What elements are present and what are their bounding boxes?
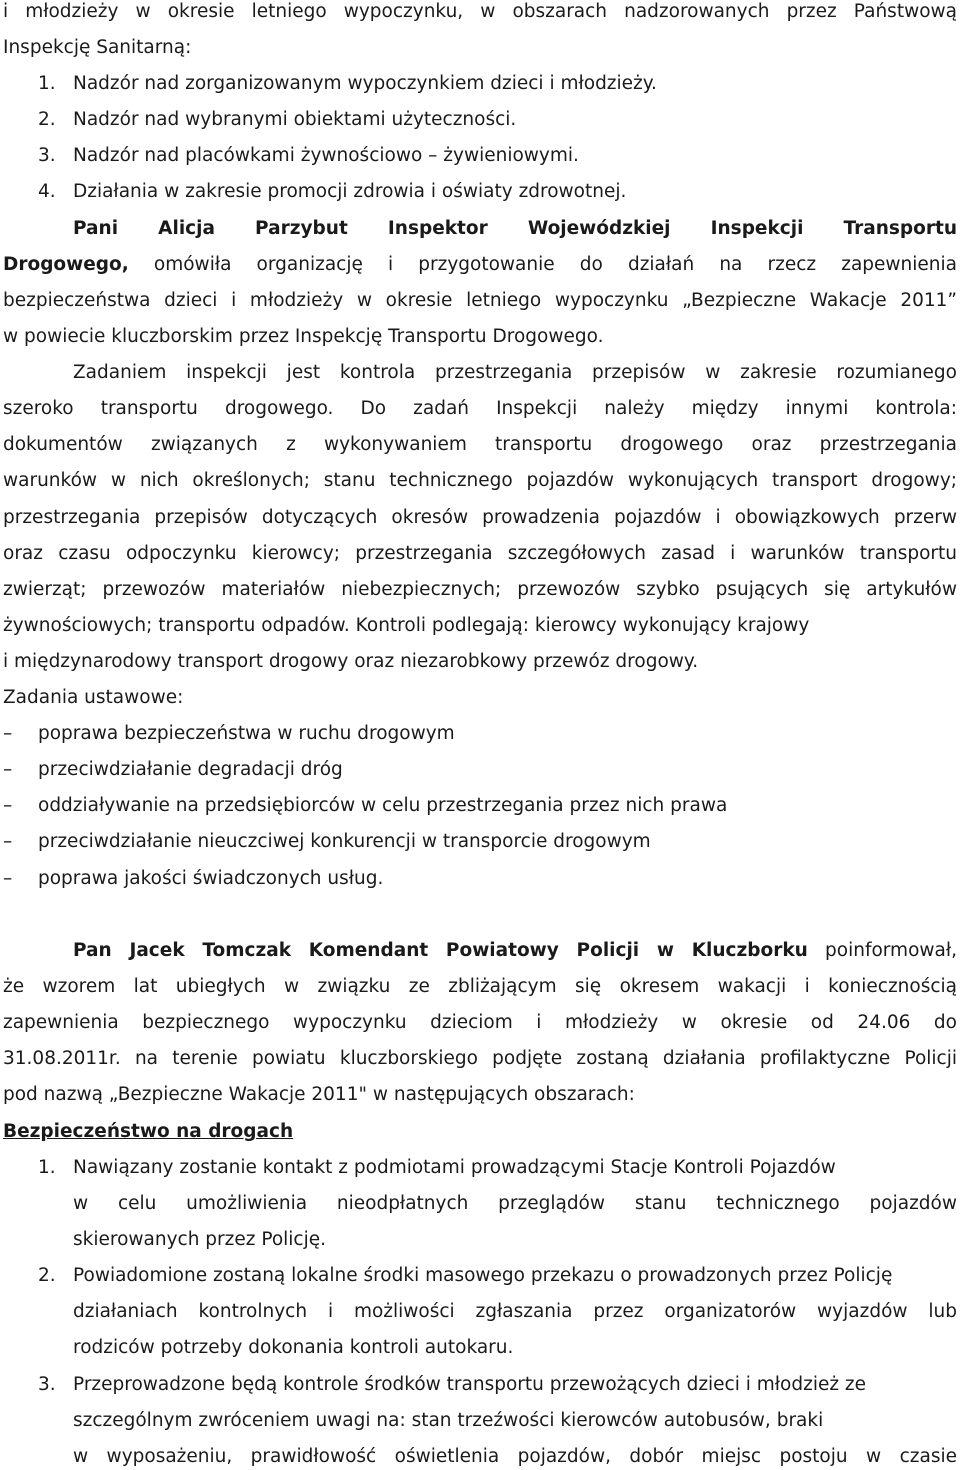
intro-line: Inspekcję Sanitarną: bbox=[3, 37, 192, 58]
dash-bullet: – bbox=[3, 759, 13, 780]
list-item-text: w celu umożliwienia nieodpłatnych przeglądów stanu technicznego pojazdów bbox=[73, 1193, 957, 1214]
paragraph-line: dokumentów związanych z wykonywaniem transportu drogowego oraz przestrzegania bbox=[3, 434, 957, 455]
paragraph-line: warunków w nich określonych; stanu technicznego pojazdów wykonujących transport drogowy; bbox=[3, 470, 957, 491]
list-number: 2. bbox=[38, 109, 56, 130]
section-heading-text: Bezpieczeństwo na drogach bbox=[3, 1121, 294, 1142]
section-heading bbox=[3, 1120, 957, 1144]
list-item-text: skierowanych przez Policję. bbox=[73, 1229, 327, 1250]
paragraph-line: zapewnienia bezpiecznego wypoczynku dzieciom i młodzieży w okresie od 24.06 do bbox=[3, 1012, 957, 1033]
paragraph-line: szeroko transportu drogowego. Do zadań Inspekcji należy między innymi kontrola: bbox=[3, 398, 957, 419]
paragraph-line: że wzorem lat ubiegłych w związku ze zbliżającym się okresem wakacji i koniecznością bbox=[3, 976, 957, 997]
intro-line: i młodzieży w okresie letniego wypoczynku, w obszarach nadzorowanych przez Państwową bbox=[3, 1, 957, 22]
list-item-text: w wyposażeniu, prawidłowość oświetlenia pojazdów, dobór miejsc postoju w czasie bbox=[73, 1446, 957, 1467]
paragraph-line: przestrzegania przepisów dotyczących okresów prowadzenia pojazdów i obowiązkowych przerw bbox=[3, 507, 957, 528]
list-number: 2. bbox=[38, 1265, 56, 1286]
list-item-text: Działania w zakresie promocji zdrowia i oświaty zdrowotnej. bbox=[73, 181, 627, 202]
list-number: 4. bbox=[38, 181, 56, 202]
list-item-text: Nadzór nad wybranymi obiektami użyteczności. bbox=[73, 109, 517, 130]
dash-bullet: – bbox=[3, 723, 13, 744]
transport-speaker bbox=[73, 217, 957, 241]
paragraph-line: oraz czasu odpoczynku kierowcy; przestrzegania szczegółowych zasad i warunków transportu bbox=[3, 543, 957, 564]
task-text: przeciwdziałanie nieuczciwej konkurencji w transporcie drogowym bbox=[38, 831, 651, 852]
list-item-text: Nadzór nad zorganizowanym wypoczynkiem dzieci i młodzieży. bbox=[73, 73, 657, 94]
list-number: 3. bbox=[38, 1374, 56, 1395]
paragraph-line: 31.08.2011r. na terenie powiatu kluczborskiego podjęte zostaną działania profilaktyczne Policji bbox=[3, 1048, 957, 1069]
list-number: 1. bbox=[38, 1157, 56, 1178]
task-text: oddziaływanie na przedsiębiorców w celu przestrzegania przez nich prawa bbox=[38, 795, 728, 816]
paragraph-line: zwierząt; przewozów materiałów niebezpiecznych; przewozów szybko psujących się artykułów bbox=[3, 579, 957, 600]
paragraph-line: w powiecie kluczborskim przez Inspekcję Transportu Drogowego. bbox=[3, 326, 604, 347]
speaker-name: Pani Alicja Parzybut Inspektor Wojewódzkiej Inspekcji Transportu bbox=[73, 218, 957, 239]
list-item-text: Powiadomione zostaną lokalne środki masowego przekazu o prowadzonych przez Policję bbox=[73, 1265, 893, 1286]
list-item-text: działaniach kontrolnych i możliwości zgłaszania przez organizatorów wyjazdów lub bbox=[73, 1301, 957, 1322]
paragraph-line: i międzynarodowy transport drogowy oraz niezarobkowy przewóz drogowy. bbox=[3, 651, 699, 672]
paragraph-text: omówiła organizację i przygotowanie do działań na rzecz zapewnienia bbox=[128, 254, 957, 275]
tasks-heading: Zadania ustawowe: bbox=[3, 687, 184, 708]
dash-bullet: – bbox=[3, 831, 13, 852]
task-text: poprawa bezpieczeństwa w ruchu drogowym bbox=[38, 723, 455, 744]
paragraph-line: bezpieczeństwa dzieci i młodzieży w okresie letniego wypoczynku „Bezpieczne Wakacje 2011” bbox=[3, 290, 957, 311]
list-item-text: szczególnym zwróceniem uwagi na: stan trzeźwości kierowców autobusów, braki bbox=[73, 1410, 824, 1431]
paragraph-line bbox=[3, 253, 957, 277]
task-text: przeciwdziałanie degradacji dróg bbox=[38, 759, 343, 780]
list-number: 3. bbox=[38, 145, 56, 166]
list-item-text: Nadzór nad placówkami żywnościowo – żywieniowymi. bbox=[73, 145, 579, 166]
dash-bullet: – bbox=[3, 795, 13, 816]
dash-bullet: – bbox=[3, 868, 13, 889]
paragraph-line: żywnościowych; transportu odpadów. Kontroli podlegają: kierowcy wykonujący krajowy bbox=[3, 615, 810, 636]
paragraph-line: pod nazwą „Bezpieczne Wakacje 2011" w następujących obszarach: bbox=[3, 1084, 635, 1105]
speaker-name: Pan Jacek Tomczak Komendant Powiatowy Policji w Kluczborku bbox=[73, 940, 808, 961]
speaker-name: Drogowego, bbox=[3, 254, 129, 275]
list-item-text: rodziców potrzeby dokonania kontroli autokaru. bbox=[73, 1337, 514, 1358]
list-item-text: Nawiązany zostanie kontakt z podmiotami prowadzącymi Stacje Kontroli Pojazdów bbox=[73, 1157, 836, 1178]
list-item-text: Przeprowadzone będą kontrole środków transportu przewożących dzieci i młodzież ze bbox=[73, 1374, 867, 1395]
paragraph-line: Zadaniem inspekcji jest kontrola przestrzegania przepisów w zakresie rozumianego bbox=[73, 362, 957, 383]
task-text: poprawa jakości świadczonych usług. bbox=[38, 868, 384, 889]
paragraph-line bbox=[73, 939, 957, 963]
list-number: 1. bbox=[38, 73, 56, 94]
paragraph-text: poinformował, bbox=[807, 940, 957, 961]
